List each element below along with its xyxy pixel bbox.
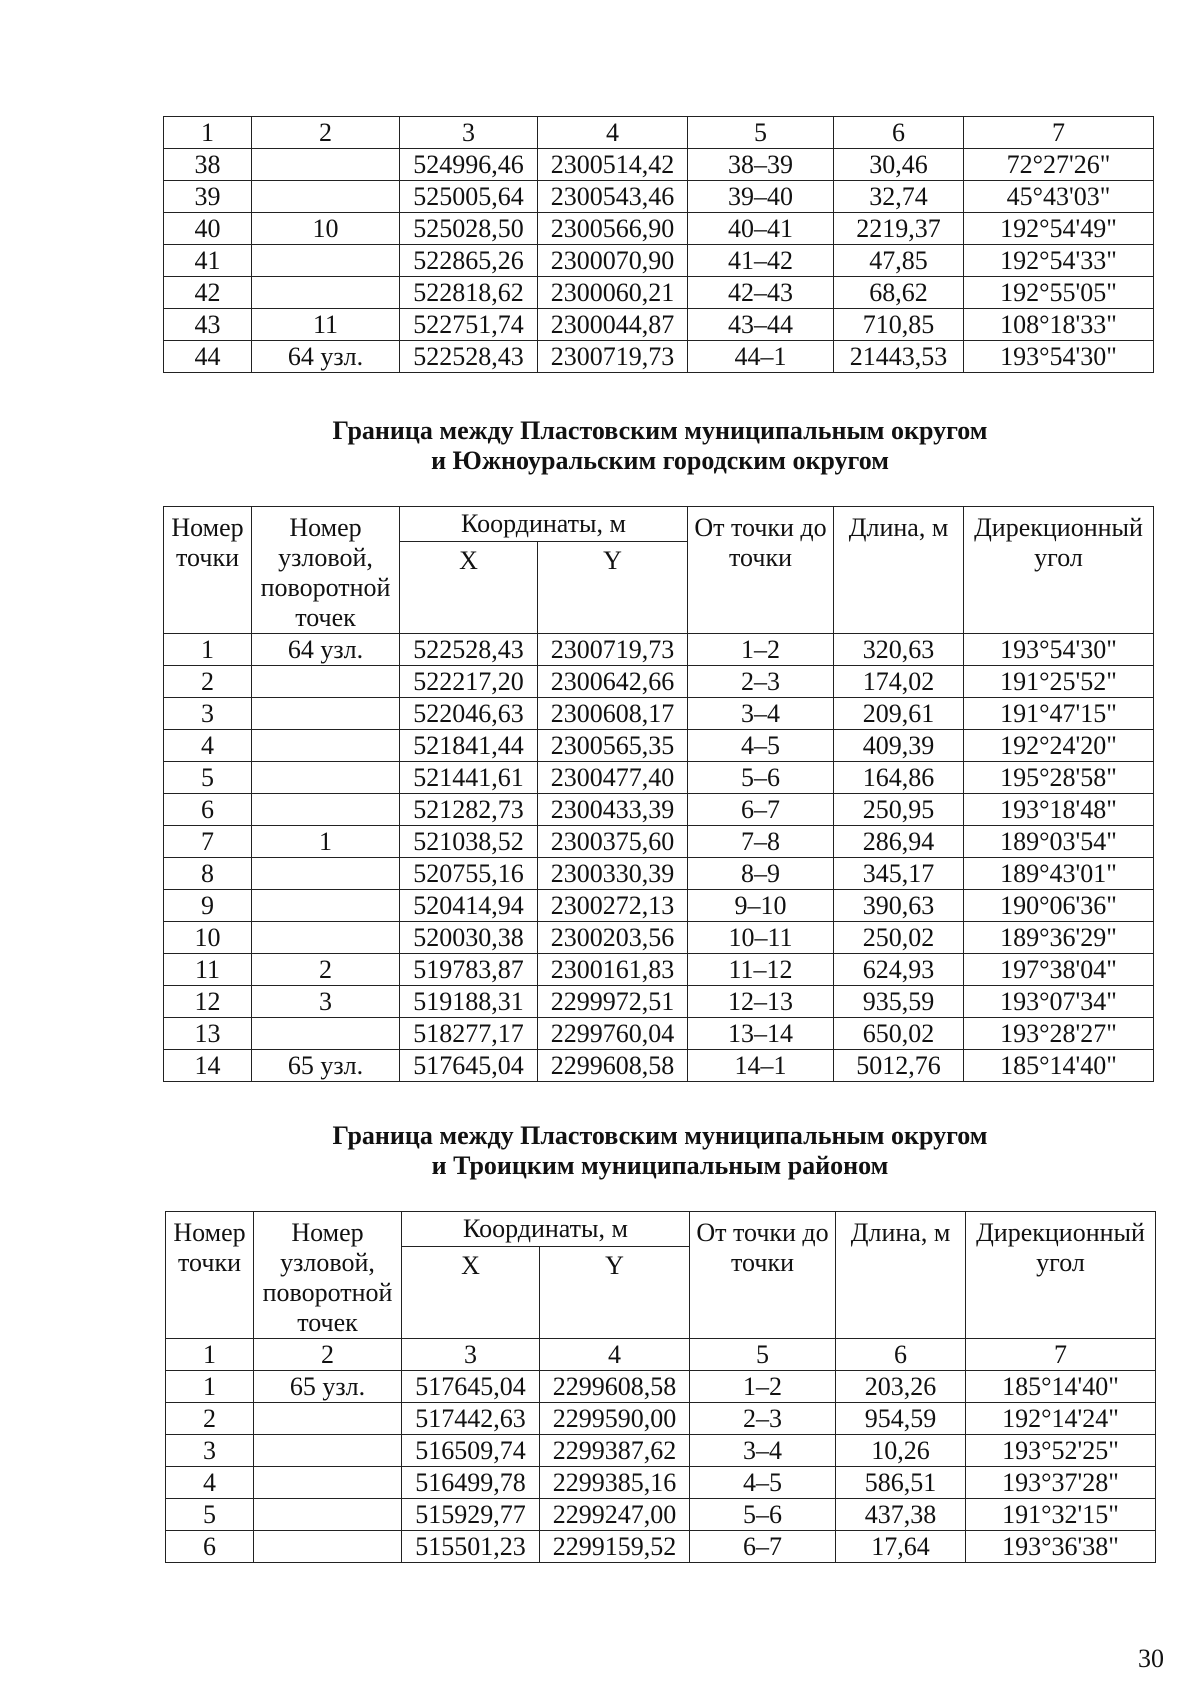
cell-length: 650,02 xyxy=(834,1018,964,1050)
cell-coord-y: 2300070,90 xyxy=(538,245,688,277)
table-row xyxy=(166,1499,1156,1531)
cell-coord-y: 2299159,52 xyxy=(540,1531,690,1563)
cell-point-number: 41 xyxy=(164,245,252,277)
cell-point-number: 3 xyxy=(166,1435,254,1467)
table-row xyxy=(164,341,1154,373)
cell-length: 2219,37 xyxy=(834,213,964,245)
cell-coord-x: 522865,26 xyxy=(400,245,538,277)
table-row xyxy=(164,309,1154,341)
cell-coord-y: 2300719,73 xyxy=(538,634,688,666)
cell-coord-x: 521282,73 xyxy=(400,794,538,826)
cell-coord-y: 2300566,90 xyxy=(538,213,688,245)
cell-node-number: 65 узл. xyxy=(254,1371,402,1403)
table-row xyxy=(164,634,1154,666)
header-length: Длина, м xyxy=(836,1212,966,1339)
cell-node-number xyxy=(252,181,400,213)
cell-point-number: 10 xyxy=(164,922,252,954)
cell-length: 320,63 xyxy=(834,634,964,666)
cell-segment: 43–44 xyxy=(688,309,834,341)
table-row xyxy=(164,1018,1154,1050)
cell-length: 30,46 xyxy=(834,149,964,181)
header-x: X xyxy=(400,542,538,634)
cell-direction-angle: 197°38'04" xyxy=(964,954,1154,986)
header-y: Y xyxy=(538,542,688,634)
header-from-to: От точки до точки xyxy=(688,507,834,634)
cell-direction-angle: 185°14'40" xyxy=(964,1050,1154,1082)
heading-line: и Южноуральским городским округом xyxy=(431,446,889,475)
column-number: 2 xyxy=(254,1339,402,1371)
cell-length: 10,26 xyxy=(836,1435,966,1467)
cell-direction-angle: 193°07'34" xyxy=(964,986,1154,1018)
cell-node-number xyxy=(252,1018,400,1050)
boundary-coordinates-table-yuzhnouralsk xyxy=(163,506,1154,1082)
cell-direction-angle: 192°54'49" xyxy=(964,213,1154,245)
cell-node-number: 65 узл. xyxy=(252,1050,400,1082)
cell-node-number xyxy=(252,730,400,762)
cell-length: 286,94 xyxy=(834,826,964,858)
cell-coord-x: 521441,61 xyxy=(400,762,538,794)
column-number: 5 xyxy=(690,1339,836,1371)
cell-coord-y: 2300161,83 xyxy=(538,954,688,986)
table-row xyxy=(164,149,1154,181)
heading-line: и Троицким муниципальным районом xyxy=(431,1151,889,1180)
cell-coord-x: 520755,16 xyxy=(400,858,538,890)
cell-coord-y: 2300433,39 xyxy=(538,794,688,826)
header-node-number: Номер узловой, поворотной точек xyxy=(252,507,400,634)
column-number: 4 xyxy=(540,1339,690,1371)
section-heading-yuzhnouralsk xyxy=(150,416,1170,476)
table-body xyxy=(164,117,1154,373)
cell-node-number xyxy=(254,1467,402,1499)
column-number: 7 xyxy=(964,117,1154,149)
cell-node-number xyxy=(252,890,400,922)
cell-direction-angle: 189°03'54" xyxy=(964,826,1154,858)
cell-coord-y: 2300608,17 xyxy=(538,698,688,730)
cell-length: 390,63 xyxy=(834,890,964,922)
cell-segment: 8–9 xyxy=(688,858,834,890)
column-number: 4 xyxy=(538,117,688,149)
cell-point-number: 8 xyxy=(164,858,252,890)
cell-length: 32,74 xyxy=(834,181,964,213)
cell-coord-y: 2300565,35 xyxy=(538,730,688,762)
cell-point-number: 1 xyxy=(164,634,252,666)
cell-coord-y: 2299387,62 xyxy=(540,1435,690,1467)
cell-node-number: 2 xyxy=(252,954,400,986)
cell-segment: 3–4 xyxy=(688,698,834,730)
cell-segment: 39–40 xyxy=(688,181,834,213)
cell-length: 17,64 xyxy=(836,1531,966,1563)
cell-segment: 44–1 xyxy=(688,341,834,373)
header-row xyxy=(164,507,1154,542)
cell-segment: 2–3 xyxy=(690,1403,836,1435)
cell-node-number xyxy=(252,277,400,309)
cell-length: 437,38 xyxy=(836,1499,966,1531)
cell-coord-y: 2300543,46 xyxy=(538,181,688,213)
cell-direction-angle: 191°47'15" xyxy=(964,698,1154,730)
cell-length: 250,02 xyxy=(834,922,964,954)
cell-coord-y: 2300272,13 xyxy=(538,890,688,922)
table-row xyxy=(166,1531,1156,1563)
cell-segment: 2–3 xyxy=(688,666,834,698)
cell-direction-angle: 192°24'20" xyxy=(964,730,1154,762)
cell-coord-x: 521841,44 xyxy=(400,730,538,762)
cell-segment: 5–6 xyxy=(690,1499,836,1531)
cell-node-number: 11 xyxy=(252,309,400,341)
cell-coord-x: 517645,04 xyxy=(402,1371,540,1403)
cell-coord-y: 2299608,58 xyxy=(540,1371,690,1403)
table-row xyxy=(164,858,1154,890)
cell-segment: 1–2 xyxy=(690,1371,836,1403)
cell-point-number: 3 xyxy=(164,698,252,730)
cell-segment: 12–13 xyxy=(688,986,834,1018)
cell-coord-y: 2300375,60 xyxy=(538,826,688,858)
table-row xyxy=(164,181,1154,213)
cell-point-number: 5 xyxy=(166,1499,254,1531)
cell-point-number: 2 xyxy=(166,1403,254,1435)
table-row xyxy=(164,954,1154,986)
table-row xyxy=(164,213,1154,245)
cell-segment: 42–43 xyxy=(688,277,834,309)
cell-point-number: 7 xyxy=(164,826,252,858)
cell-coord-x: 518277,17 xyxy=(400,1018,538,1050)
cell-length: 250,95 xyxy=(834,794,964,826)
boundary-coordinates-table-troitsk xyxy=(165,1211,1156,1563)
cell-coord-x: 520030,38 xyxy=(400,922,538,954)
column-number: 1 xyxy=(164,117,252,149)
boundary-coordinates-table-continued xyxy=(163,116,1154,373)
cell-node-number xyxy=(254,1499,402,1531)
column-number: 5 xyxy=(688,117,834,149)
cell-point-number: 4 xyxy=(166,1467,254,1499)
table-row xyxy=(164,826,1154,858)
cell-point-number: 9 xyxy=(164,890,252,922)
cell-direction-angle: 45°43'03" xyxy=(964,181,1154,213)
cell-point-number: 42 xyxy=(164,277,252,309)
cell-coord-x: 515501,23 xyxy=(402,1531,540,1563)
cell-direction-angle: 191°32'15" xyxy=(966,1499,1156,1531)
cell-coord-y: 2300514,42 xyxy=(538,149,688,181)
section-heading-troitsk xyxy=(150,1121,1170,1181)
table-row xyxy=(164,986,1154,1018)
cell-point-number: 6 xyxy=(166,1531,254,1563)
cell-point-number: 40 xyxy=(164,213,252,245)
table-row xyxy=(164,794,1154,826)
cell-coord-y: 2299608,58 xyxy=(538,1050,688,1082)
table-row xyxy=(164,730,1154,762)
table-row xyxy=(166,1403,1156,1435)
cell-point-number: 2 xyxy=(164,666,252,698)
heading-line: Граница между Пластовским муниципальным округом xyxy=(332,1121,988,1150)
cell-length: 164,86 xyxy=(834,762,964,794)
column-number: 3 xyxy=(402,1339,540,1371)
cell-direction-angle: 191°25'52" xyxy=(964,666,1154,698)
cell-coord-x: 516509,74 xyxy=(402,1435,540,1467)
cell-node-number: 64 узл. xyxy=(252,341,400,373)
cell-point-number: 4 xyxy=(164,730,252,762)
cell-point-number: 38 xyxy=(164,149,252,181)
header-x: X xyxy=(402,1246,540,1338)
cell-segment: 11–12 xyxy=(688,954,834,986)
cell-node-number: 10 xyxy=(252,213,400,245)
cell-segment: 3–4 xyxy=(690,1435,836,1467)
cell-direction-angle: 193°54'30" xyxy=(964,341,1154,373)
cell-segment: 14–1 xyxy=(688,1050,834,1082)
cell-point-number: 5 xyxy=(164,762,252,794)
cell-coord-x: 522818,62 xyxy=(400,277,538,309)
cell-point-number: 1 xyxy=(166,1371,254,1403)
cell-coord-x: 517442,63 xyxy=(402,1403,540,1435)
cell-direction-angle: 193°52'25" xyxy=(966,1435,1156,1467)
cell-point-number: 12 xyxy=(164,986,252,1018)
cell-coord-x: 521038,52 xyxy=(400,826,538,858)
cell-direction-angle: 193°28'27" xyxy=(964,1018,1154,1050)
cell-coord-y: 2299385,16 xyxy=(540,1467,690,1499)
cell-length: 5012,76 xyxy=(834,1050,964,1082)
cell-length: 935,59 xyxy=(834,986,964,1018)
table-row xyxy=(166,1467,1156,1499)
cell-coord-y: 2299972,51 xyxy=(538,986,688,1018)
table-row xyxy=(164,666,1154,698)
column-number: 6 xyxy=(834,117,964,149)
table-row xyxy=(164,1050,1154,1082)
cell-coord-x: 519188,31 xyxy=(400,986,538,1018)
cell-length: 203,26 xyxy=(836,1371,966,1403)
cell-node-number xyxy=(254,1531,402,1563)
cell-direction-angle: 190°06'36" xyxy=(964,890,1154,922)
table-body xyxy=(166,1212,1156,1563)
cell-coord-x: 525028,50 xyxy=(400,213,538,245)
cell-node-number: 3 xyxy=(252,986,400,1018)
cell-segment: 40–41 xyxy=(688,213,834,245)
cell-node-number: 64 узл. xyxy=(252,634,400,666)
cell-length: 624,93 xyxy=(834,954,964,986)
cell-node-number xyxy=(252,762,400,794)
column-number: 7 xyxy=(966,1339,1156,1371)
page-number: 30 xyxy=(1138,1644,1164,1673)
cell-direction-angle: 72°27'26" xyxy=(964,149,1154,181)
header-point-number: Номер точки xyxy=(164,507,252,634)
header-point-number: Номер точки xyxy=(166,1212,254,1339)
cell-coord-x: 520414,94 xyxy=(400,890,538,922)
header-direction-angle: Дирекционный угол xyxy=(964,507,1154,634)
cell-direction-angle: 193°54'30" xyxy=(964,634,1154,666)
table-row xyxy=(166,1435,1156,1467)
cell-coord-x: 522528,43 xyxy=(400,634,538,666)
cell-segment: 38–39 xyxy=(688,149,834,181)
header-node-number: Номер узловой, поворотной точек xyxy=(254,1212,402,1339)
cell-point-number: 43 xyxy=(164,309,252,341)
cell-segment: 5–6 xyxy=(688,762,834,794)
cell-node-number: 1 xyxy=(252,826,400,858)
cell-length: 345,17 xyxy=(834,858,964,890)
cell-segment: 4–5 xyxy=(688,730,834,762)
column-number-row xyxy=(166,1339,1156,1371)
header-coordinates: Координаты, м xyxy=(402,1212,690,1247)
cell-direction-angle: 193°18'48" xyxy=(964,794,1154,826)
cell-point-number: 13 xyxy=(164,1018,252,1050)
cell-length: 954,59 xyxy=(836,1403,966,1435)
cell-length: 68,62 xyxy=(834,277,964,309)
cell-point-number: 39 xyxy=(164,181,252,213)
cell-node-number xyxy=(252,149,400,181)
cell-coord-y: 2300477,40 xyxy=(538,762,688,794)
cell-length: 409,39 xyxy=(834,730,964,762)
cell-direction-angle: 193°36'38" xyxy=(966,1531,1156,1563)
cell-segment: 10–11 xyxy=(688,922,834,954)
cell-direction-angle: 189°43'01" xyxy=(964,858,1154,890)
cell-segment: 6–7 xyxy=(688,794,834,826)
cell-segment: 9–10 xyxy=(688,890,834,922)
cell-coord-y: 2299590,00 xyxy=(540,1403,690,1435)
cell-coord-y: 2300044,87 xyxy=(538,309,688,341)
cell-coord-y: 2299247,00 xyxy=(540,1499,690,1531)
cell-coord-y: 2300642,66 xyxy=(538,666,688,698)
cell-length: 21443,53 xyxy=(834,341,964,373)
cell-direction-angle: 192°54'33" xyxy=(964,245,1154,277)
table-row xyxy=(164,922,1154,954)
cell-coord-x: 519783,87 xyxy=(400,954,538,986)
cell-node-number xyxy=(252,698,400,730)
table-row xyxy=(164,762,1154,794)
column-number-row xyxy=(164,117,1154,149)
cell-direction-angle: 192°55'05" xyxy=(964,277,1154,309)
table-row xyxy=(166,1371,1156,1403)
table-body xyxy=(164,507,1154,1082)
cell-segment: 4–5 xyxy=(690,1467,836,1499)
cell-direction-angle: 192°14'24" xyxy=(966,1403,1156,1435)
cell-node-number xyxy=(252,858,400,890)
header-direction-angle: Дирекционный угол xyxy=(966,1212,1156,1339)
cell-coord-y: 2300330,39 xyxy=(538,858,688,890)
cell-segment: 7–8 xyxy=(688,826,834,858)
cell-node-number xyxy=(252,245,400,277)
cell-coord-x: 522751,74 xyxy=(400,309,538,341)
cell-length: 586,51 xyxy=(836,1467,966,1499)
cell-node-number xyxy=(254,1403,402,1435)
cell-coord-x: 516499,78 xyxy=(402,1467,540,1499)
header-from-to: От точки до точки xyxy=(690,1212,836,1339)
cell-coord-y: 2300719,73 xyxy=(538,341,688,373)
cell-point-number: 44 xyxy=(164,341,252,373)
table-row xyxy=(164,890,1154,922)
cell-direction-angle: 193°37'28" xyxy=(966,1467,1156,1499)
cell-direction-angle: 108°18'33" xyxy=(964,309,1154,341)
cell-node-number xyxy=(252,794,400,826)
cell-coord-x: 524996,46 xyxy=(400,149,538,181)
cell-point-number: 14 xyxy=(164,1050,252,1082)
header-y: Y xyxy=(540,1246,690,1338)
cell-coord-y: 2300060,21 xyxy=(538,277,688,309)
cell-coord-x: 515929,77 xyxy=(402,1499,540,1531)
cell-length: 209,61 xyxy=(834,698,964,730)
cell-direction-angle: 195°28'58" xyxy=(964,762,1154,794)
cell-length: 174,02 xyxy=(834,666,964,698)
cell-direction-angle: 189°36'29" xyxy=(964,922,1154,954)
cell-segment: 13–14 xyxy=(688,1018,834,1050)
column-number: 3 xyxy=(400,117,538,149)
table-row xyxy=(164,277,1154,309)
cell-coord-x: 525005,64 xyxy=(400,181,538,213)
cell-segment: 41–42 xyxy=(688,245,834,277)
cell-direction-angle: 185°14'40" xyxy=(966,1371,1156,1403)
cell-length: 710,85 xyxy=(834,309,964,341)
column-number: 1 xyxy=(166,1339,254,1371)
cell-node-number xyxy=(252,922,400,954)
heading-line: Граница между Пластовским муниципальным округом xyxy=(332,416,988,445)
cell-length: 47,85 xyxy=(834,245,964,277)
cell-point-number: 11 xyxy=(164,954,252,986)
cell-coord-x: 522217,20 xyxy=(400,666,538,698)
cell-node-number xyxy=(252,666,400,698)
column-number: 6 xyxy=(836,1339,966,1371)
cell-point-number: 6 xyxy=(164,794,252,826)
header-coordinates: Координаты, м xyxy=(400,507,688,542)
cell-coord-x: 522046,63 xyxy=(400,698,538,730)
cell-node-number xyxy=(254,1435,402,1467)
cell-segment: 1–2 xyxy=(688,634,834,666)
column-number: 2 xyxy=(252,117,400,149)
table-row xyxy=(164,245,1154,277)
cell-coord-y: 2299760,04 xyxy=(538,1018,688,1050)
table-row xyxy=(164,698,1154,730)
cell-coord-x: 522528,43 xyxy=(400,341,538,373)
header-row xyxy=(166,1212,1156,1247)
cell-segment: 6–7 xyxy=(690,1531,836,1563)
cell-coord-y: 2300203,56 xyxy=(538,922,688,954)
header-length: Длина, м xyxy=(834,507,964,634)
cell-coord-x: 517645,04 xyxy=(400,1050,538,1082)
